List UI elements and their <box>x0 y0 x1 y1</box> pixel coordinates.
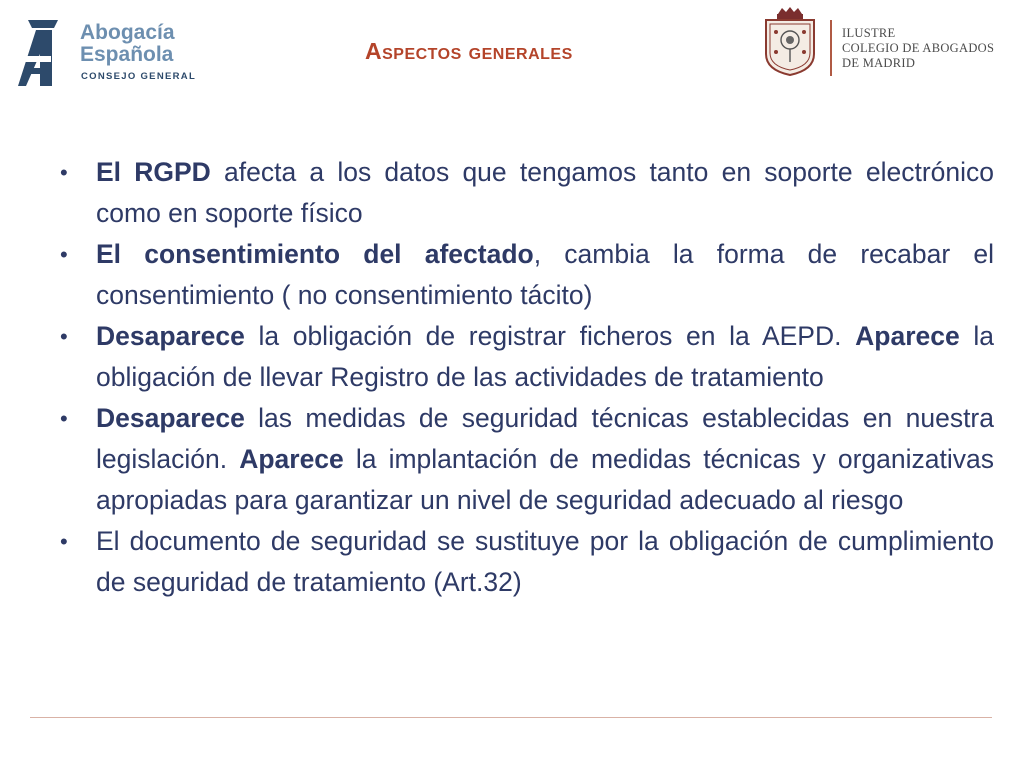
text-segment: las medidas de seguridad técnicas establecidas en nuestra legislación. <box>96 403 994 474</box>
logo-subtitle: CONSEJO GENERAL <box>81 71 197 82</box>
logo-name-line1: Abogacía <box>80 21 175 44</box>
bullet-dot-icon: • <box>60 160 68 185</box>
bullet-item <box>60 521 994 603</box>
slide-content <box>60 152 994 603</box>
bullet-text <box>96 157 994 228</box>
bullet-dot-icon: • <box>60 529 68 554</box>
bullet-dot-icon: • <box>60 406 68 431</box>
text-segment: , cambia la forma de recabar el consentimiento ( no consentimiento tácito) <box>96 239 994 310</box>
text-segment: la obligación de llevar Registro de las actividades de tratamiento <box>96 321 994 392</box>
text-segment: El documento de seguridad se sustituye por la obligación de cumplimiento de seguridad de tratamiento (Art.32) <box>96 526 994 597</box>
bold-segment: Desaparece <box>96 403 245 433</box>
text-segment: la implantación de medidas técnicas y organizativas apropiadas para garantizar un nivel de seguridad adecuado al riesgo <box>96 444 994 515</box>
bullet-text <box>96 403 994 515</box>
bullet-text <box>96 239 994 310</box>
crest-icon <box>760 6 820 76</box>
bullet-dot-icon: • <box>60 324 68 349</box>
college-name-line: ILUSTRE <box>842 26 896 40</box>
bold-segment: Aparece <box>855 321 960 351</box>
bullet-list <box>60 152 994 603</box>
footer-divider <box>30 717 992 718</box>
bold-segment: El RGPD <box>96 157 211 187</box>
bullet-text <box>96 526 994 597</box>
college-name <box>842 26 994 71</box>
bold-segment: El consentimiento del afectado <box>96 239 534 269</box>
slide-title: Aspectos generales <box>365 38 573 64</box>
slide-header <box>0 0 1024 100</box>
bold-segment: Desaparece <box>96 321 245 351</box>
abogacia-a-mark-icon <box>18 20 64 86</box>
logo-separator <box>830 20 832 76</box>
bold-segment: Aparece <box>239 444 344 474</box>
text-segment: la obligación de registrar ficheros en la AEPD. <box>244 321 856 351</box>
bullet-item <box>60 316 994 398</box>
college-name-line: DE MADRID <box>842 56 916 70</box>
college-name-line: COLEGIO DE ABOGADOS <box>842 41 995 55</box>
text-segment: afecta a los datos que tengamos tanto en soporte electrónico como en soporte físico <box>96 157 994 228</box>
colegio-abogados-madrid-logo <box>760 6 1020 76</box>
abogacia-espanola-logo <box>18 20 198 90</box>
bullet-item <box>60 152 994 234</box>
bullet-item <box>60 234 994 316</box>
logo-name-line2: Española <box>80 43 174 66</box>
bullet-dot-icon: • <box>60 242 68 267</box>
bullet-item <box>60 398 994 521</box>
bullet-text <box>96 321 994 392</box>
